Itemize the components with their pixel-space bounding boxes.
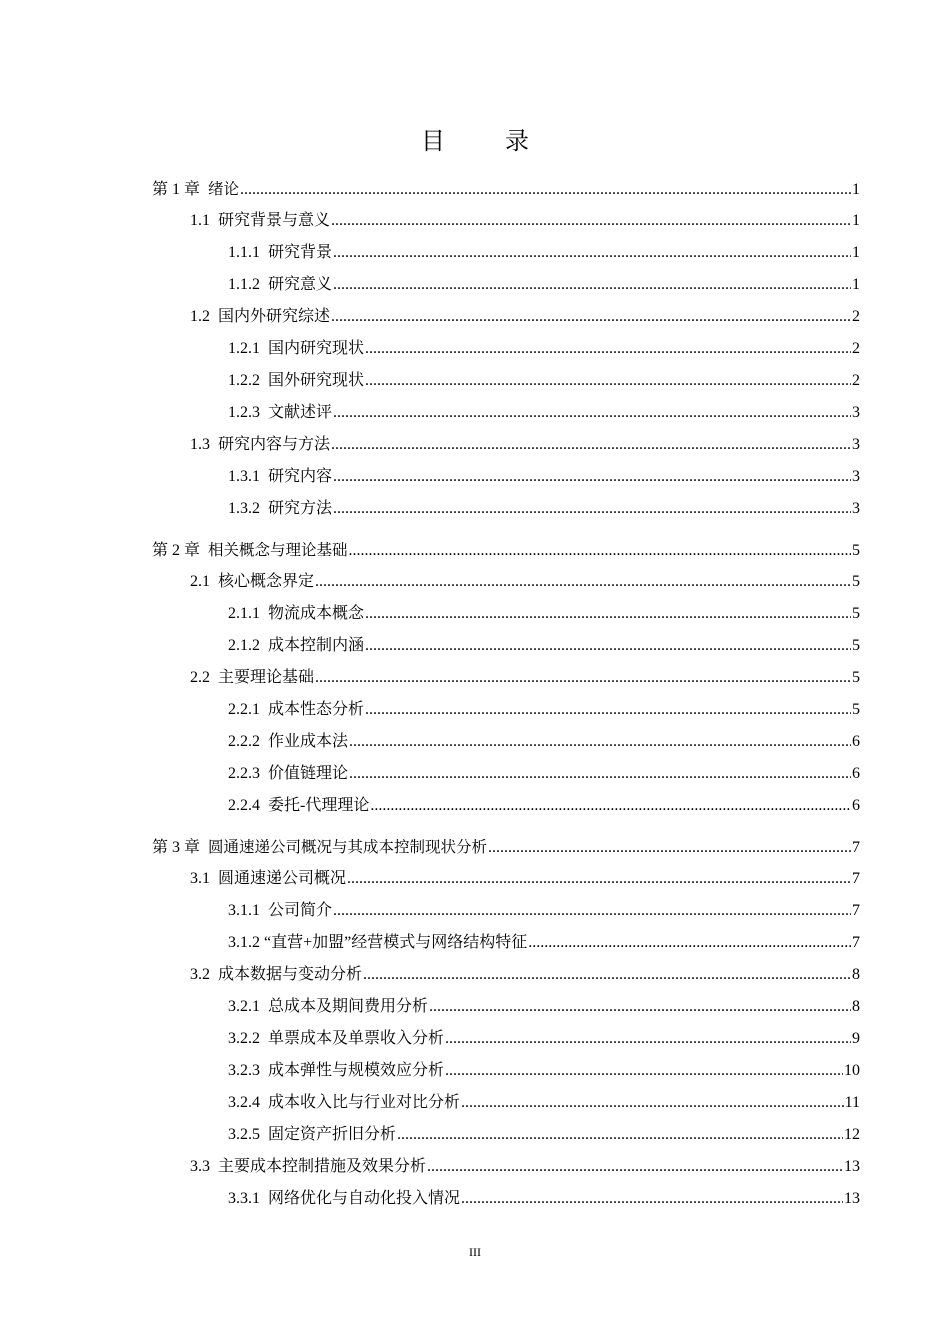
dot-leader [365, 634, 851, 658]
toc-entry-page: 3 [852, 404, 860, 421]
toc-entry-number: 第 1 章 [152, 181, 209, 198]
toc-entry-page: 1 [852, 181, 860, 198]
dot-leader [349, 539, 851, 563]
toc-entry-2-2-4[interactable] [228, 794, 860, 818]
toc-entry-3-2-2[interactable] [228, 1027, 860, 1051]
toc-entry-number: 2.2.4 [228, 797, 268, 814]
toc-entry-title: 作业成本法 [268, 733, 349, 750]
toc-entry-title: 成本弹性与规模效应分析 [268, 1062, 445, 1079]
toc-entry-page: 5 [852, 669, 860, 686]
toc-entry-page: 12 [844, 1126, 860, 1143]
dot-leader [331, 209, 851, 233]
dot-leader [488, 836, 851, 860]
toc-entry-page: 5 [852, 637, 860, 654]
dot-leader [333, 273, 851, 297]
dot-leader [333, 465, 851, 489]
toc-entry-title: 研究方法 [268, 500, 333, 517]
toc-entry-3-3-1[interactable] [228, 1187, 860, 1211]
toc-entry-title: 成本数据与变动分析 [218, 966, 363, 983]
toc-entry-number: 3.2.3 [228, 1062, 268, 1079]
toc-entry-page: 5 [852, 573, 860, 590]
toc-entry-number: 3.3 [190, 1158, 218, 1175]
toc-entry-page: 8 [852, 998, 860, 1015]
toc-entry-1-3-2[interactable] [228, 497, 860, 521]
toc-entry-page: 7 [852, 902, 860, 919]
toc-entry-chapter-2[interactable] [152, 538, 860, 562]
toc-entry-page: 3 [852, 468, 860, 485]
toc-entry-title: 圆通速递公司概况与其成本控制现状分析 [208, 838, 488, 856]
toc-entry-page: 1 [852, 276, 860, 293]
toc-entry-number: 3.2.4 [228, 1094, 268, 1111]
toc-entry-chapter-1[interactable] [152, 177, 860, 201]
toc-entry-number: 1.3.2 [228, 500, 268, 517]
toc-entry-number: 3.2.2 [228, 1030, 268, 1047]
toc-entry-2-2-2[interactable] [228, 730, 860, 754]
toc-entry-number: 2.1 [190, 573, 218, 590]
dot-leader [331, 433, 851, 457]
toc-entry-number: 1.1 [190, 212, 218, 229]
toc-entry-2-2-1[interactable] [228, 698, 860, 722]
toc-entry-3-2-3[interactable] [228, 1059, 860, 1083]
toc-entry-title: 主要成本控制措施及效果分析 [218, 1158, 427, 1175]
toc-entry-title: 价值链理论 [268, 765, 349, 782]
dot-leader [333, 497, 851, 521]
toc-entry-number: 3.2.1 [228, 998, 268, 1015]
toc-entry-1-2[interactable] [190, 305, 860, 329]
toc-entry-page: 3 [852, 500, 860, 517]
toc-entry-page: 13 [844, 1158, 860, 1175]
toc-entry-title: “直营+加盟”经营模式与网络结构特征 [264, 934, 528, 951]
toc-entry-2-2-3[interactable] [228, 762, 860, 786]
dot-leader [331, 305, 851, 329]
toc-entry-number: 1.3.1 [228, 468, 268, 485]
toc-entry-1-1-2[interactable] [228, 273, 860, 297]
dot-leader [333, 241, 851, 265]
dot-leader [240, 178, 851, 202]
toc-entry-number: 第 3 章 [152, 839, 209, 856]
toc-entry-number: 2.1.1 [228, 605, 268, 622]
page-number: III [469, 1245, 481, 1259]
dot-leader [365, 337, 851, 361]
toc-entry-page: 2 [852, 308, 860, 325]
toc-entry-title: 圆通速递公司概况 [218, 870, 347, 887]
dot-leader [349, 730, 851, 754]
toc-entry-title: 国内研究现状 [268, 340, 365, 357]
toc-entry-title: 国外研究现状 [268, 372, 365, 389]
dot-leader [365, 369, 851, 393]
toc-entry-number: 第 2 章 [152, 542, 209, 559]
toc-entry-title: 成本性态分析 [268, 701, 365, 718]
toc-entry-page: 7 [852, 839, 860, 856]
dot-leader [445, 1027, 851, 1051]
toc-entry-page: 6 [852, 765, 860, 782]
toc-entry-title: 相关概念与理论基础 [208, 541, 348, 559]
toc-entry-title: 核心概念界定 [218, 573, 315, 590]
toc-entry-page: 5 [852, 605, 860, 622]
toc-entry-2-1-1[interactable] [228, 602, 860, 626]
toc-entry-chapter-3[interactable] [152, 835, 860, 859]
dot-leader [528, 931, 851, 955]
dot-leader [315, 666, 851, 690]
toc-entry-3-2-5[interactable] [228, 1123, 860, 1147]
toc-entry-1-1-1[interactable] [228, 241, 860, 265]
toc-entry-title: 总成本及期间费用分析 [268, 998, 429, 1015]
toc-entry-number: 2.2.3 [228, 765, 268, 782]
toc-entry-title: 绪论 [208, 180, 240, 198]
toc-entry-page: 5 [852, 542, 860, 559]
dot-leader [429, 995, 851, 1019]
toc-entry-number: 2.2.2 [228, 733, 268, 750]
toc-entry-page: 1 [852, 244, 860, 261]
toc-entry-1-1[interactable] [190, 209, 860, 233]
toc-entry-page: 1 [852, 212, 860, 229]
dot-leader [461, 1091, 844, 1115]
dot-leader [347, 867, 851, 891]
dot-leader [349, 762, 851, 786]
toc-entry-title: 国内外研究综述 [218, 308, 331, 325]
toc-entry-2-2[interactable] [190, 666, 860, 690]
toc-entry-3-1-1[interactable] [228, 899, 860, 923]
toc-entry-page: 3 [852, 436, 860, 453]
toc-entry-3-1-2[interactable] [228, 931, 860, 955]
toc-entry-page: 6 [852, 797, 860, 814]
toc-entry-number: 1.2.1 [228, 340, 268, 357]
toc-entry-3-3[interactable] [190, 1155, 860, 1179]
toc-entry-page: 5 [852, 701, 860, 718]
toc-entry-number: 1.2 [190, 308, 218, 325]
toc-entry-number: 3.1.2 [228, 934, 264, 951]
toc-entry-page: 7 [852, 934, 860, 951]
toc-entry-3-2-1[interactable] [228, 995, 860, 1019]
toc-entry-title: 文献述评 [268, 404, 333, 421]
dot-leader [365, 602, 851, 626]
toc-entry-page: 11 [844, 1094, 860, 1111]
dot-leader [370, 794, 851, 818]
toc-entry-title: 委托-代理理论 [268, 797, 370, 814]
toc-entry-page: 2 [852, 340, 860, 357]
toc-entry-title: 单票成本及单票收入分析 [268, 1030, 445, 1047]
dot-leader [333, 899, 851, 923]
toc-entry-1-2-3[interactable] [228, 401, 860, 425]
toc-entry-3-2[interactable] [190, 963, 860, 987]
toc-entry-page: 2 [852, 372, 860, 389]
toc-entry-3-2-4[interactable] [228, 1091, 860, 1115]
toc-title: 目 录 [421, 127, 547, 155]
toc-entry-number: 3.1 [190, 870, 218, 887]
toc-entry-title: 成本控制内涵 [268, 637, 365, 654]
toc-entry-number: 3.2.5 [228, 1126, 268, 1143]
toc-entry-number: 3.3.1 [228, 1190, 268, 1207]
dot-leader [315, 570, 851, 594]
dot-leader [397, 1123, 843, 1147]
toc-entry-2-1-2[interactable] [228, 634, 860, 658]
toc-entry-page: 10 [844, 1062, 860, 1079]
dot-leader [333, 401, 851, 425]
toc-entry-page: 8 [852, 966, 860, 983]
toc-entry-title: 物流成本概念 [268, 605, 365, 622]
toc-entry-1-3[interactable] [190, 433, 860, 457]
toc-entry-3-1[interactable] [190, 867, 860, 891]
toc-entry-page: 9 [852, 1030, 860, 1047]
dot-leader [363, 963, 851, 987]
toc-entry-title: 研究背景 [268, 244, 333, 261]
dot-leader [461, 1187, 843, 1211]
toc-entry-number: 3.2 [190, 966, 218, 983]
toc-entry-1-3-1[interactable] [228, 465, 860, 489]
toc-entry-title: 研究意义 [268, 276, 333, 293]
toc-entry-number: 1.1.1 [228, 244, 268, 261]
toc-entry-number: 2.1.2 [228, 637, 268, 654]
toc-entry-number: 1.2.2 [228, 372, 268, 389]
toc-entry-title: 网络优化与自动化投入情况 [268, 1190, 461, 1207]
toc-entry-page: 13 [844, 1190, 860, 1207]
toc-entry-1-2-1[interactable] [228, 337, 860, 361]
toc-entry-title: 研究背景与意义 [218, 212, 331, 229]
toc-entry-1-2-2[interactable] [228, 369, 860, 393]
toc-entry-number: 1.1.2 [228, 276, 268, 293]
dot-leader [445, 1059, 843, 1083]
toc-entry-number: 2.2.1 [228, 701, 268, 718]
toc-entry-title: 研究内容 [268, 468, 333, 485]
toc-entry-title: 主要理论基础 [218, 669, 315, 686]
toc-entry-number: 3.1.1 [228, 902, 268, 919]
toc-entry-title: 研究内容与方法 [218, 436, 331, 453]
toc-entry-number: 1.2.3 [228, 404, 268, 421]
toc-entry-title: 成本收入比与行业对比分析 [268, 1094, 461, 1111]
dot-leader [427, 1155, 843, 1179]
toc-entry-title: 公司简介 [268, 902, 333, 919]
toc-entry-page: 6 [852, 733, 860, 750]
toc-entry-page: 7 [852, 870, 860, 887]
toc-entry-number: 1.3 [190, 436, 218, 453]
toc-entry-number: 2.2 [190, 669, 218, 686]
toc-entry-title: 固定资产折旧分析 [268, 1126, 397, 1143]
toc-entry-2-1[interactable] [190, 570, 860, 594]
dot-leader [365, 698, 851, 722]
